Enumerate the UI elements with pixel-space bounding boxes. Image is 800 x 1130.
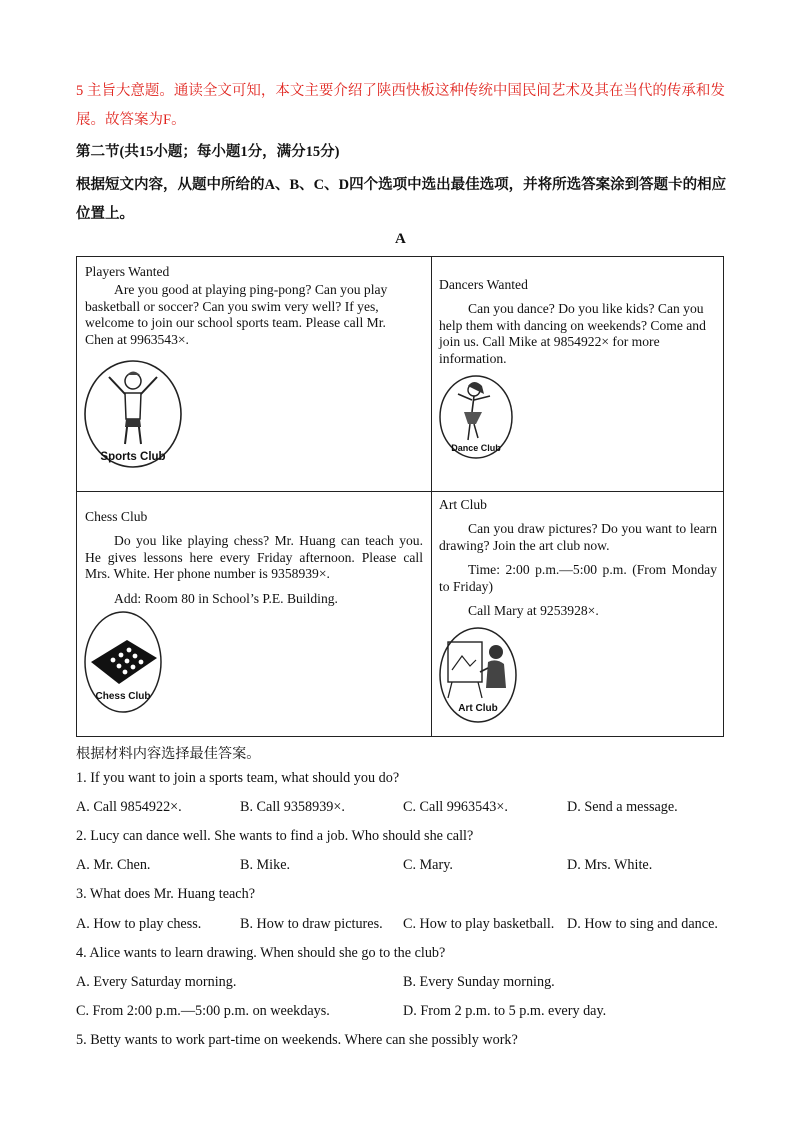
- ad-title: Art Club: [439, 497, 487, 512]
- ad-body: Can you draw pictures? Do you want to learn drawing? Join the art club now.: [439, 521, 717, 553]
- ads-table: [76, 256, 724, 737]
- question-1-option-b[interactable]: B. Call 9358939×.: [240, 799, 345, 815]
- emblem-label: Dance Club: [451, 443, 501, 453]
- question-1-option-d[interactable]: D. Send a message.: [567, 799, 678, 815]
- emblem-label: Sports Club: [100, 451, 166, 463]
- section-title: 第二节(共15小题；每小题1分，满分15分): [76, 144, 340, 160]
- question-1-option-c[interactable]: C. Call 9963543×.: [403, 799, 508, 815]
- question-2-stem: 2. Lucy can dance well. She wants to find a job. Who should she call?: [76, 828, 474, 844]
- ad-body: Are you good at playing ping-pong? Can you play basketball or soccer? Can you swim very well? If yes, welcome to join our school sports team. Please call Mr. Chen at 9963543×.: [85, 282, 388, 347]
- question-4-option-d[interactable]: D. From 2 p.m. to 5 p.m. every day.: [403, 1003, 607, 1019]
- section-instruction-line-1: 根据短文内容，从题中所给的A、B、C、D四个选项中选出最佳选项，并将所选答案涂到答题卡的相应: [76, 177, 727, 193]
- question-1-stem: 1. If you want to join a sports team, what should you do?: [76, 770, 400, 786]
- ad-title: Players Wanted: [85, 264, 170, 279]
- ad-address: Add: Room 80 in School’s P.E. Building.: [114, 590, 338, 606]
- question-4-option-a[interactable]: A. Every Saturday morning.: [76, 974, 237, 990]
- passage-label: A: [395, 231, 406, 247]
- question-4-option-c[interactable]: C. From 2:00 p.m.—5:00 p.m. on weekdays.: [76, 1003, 330, 1019]
- ad-body: Do you like playing chess? Mr. Huang can teach you. He gives lessons here every Friday afternoon. Please call Mrs. White. Her phone number is 9358939×.: [85, 533, 423, 582]
- question-3-option-a[interactable]: A. How to play chess.: [76, 916, 202, 932]
- table-divider-horizontal: [77, 491, 723, 492]
- questions-prompt: 根据材料内容选择最佳答案。: [76, 746, 261, 762]
- question-3-option-c[interactable]: C. How to play basketball.: [403, 916, 555, 932]
- question-2-option-b[interactable]: B. Mike.: [240, 857, 291, 873]
- ad-body: Can you dance? Do you like kids? Can you help them with dancing on weekends? Come and join us. Call Mike at 9854922× for more information.: [439, 301, 706, 366]
- ad-players-wanted: [85, 264, 405, 348]
- ad-title: Dancers Wanted: [439, 277, 528, 292]
- question-5-stem: 5. Betty wants to work part-time on weekends. Where can she possibly work?: [76, 1032, 518, 1048]
- question-1-option-a[interactable]: A. Call 9854922×.: [76, 799, 182, 815]
- ad-phone: Call Mary at 9253928×.: [468, 603, 599, 619]
- dance-club-emblem: [438, 374, 514, 460]
- art-club-emblem: [438, 626, 518, 724]
- question-2-option-a[interactable]: A. Mr. Chen.: [76, 857, 151, 873]
- ad-title: Chess Club: [85, 509, 148, 524]
- question-3-option-d[interactable]: D. How to sing and dance.: [567, 916, 718, 932]
- table-divider-vertical: [431, 257, 432, 736]
- emblem-label: Chess Club: [95, 691, 151, 702]
- ad-dancers-wanted: [439, 277, 715, 367]
- answer-explanation-line-1: 5 主旨大意题。通读全文可知，本文主要介绍了陕西快板这种传统中国民间艺术及其在当代的传承和发: [76, 83, 725, 99]
- answer-explanation-line-2: 展。故答案为F。: [76, 112, 186, 128]
- chess-club-emblem: [83, 610, 163, 714]
- sports-club-emblem: [83, 359, 183, 469]
- question-2-option-d[interactable]: D. Mrs. White.: [567, 857, 653, 873]
- question-4-option-b[interactable]: B. Every Sunday morning.: [403, 974, 555, 990]
- ad-time: Time: 2:00 p.m.—5:00 p.m. (From Monday to Friday): [439, 562, 717, 594]
- section-instruction-line-2: 位置上。: [76, 206, 134, 222]
- question-3-option-b[interactable]: B. How to draw pictures.: [240, 916, 383, 932]
- ad-chess-club: [85, 509, 423, 607]
- question-2-option-c[interactable]: C. Mary.: [403, 857, 453, 873]
- ad-art-club: [439, 497, 717, 619]
- question-3-stem: 3. What does Mr. Huang teach?: [76, 886, 255, 902]
- question-4-stem: 4. Alice wants to learn drawing. When should she go to the club?: [76, 945, 446, 961]
- emblem-label: Art Club: [458, 703, 498, 714]
